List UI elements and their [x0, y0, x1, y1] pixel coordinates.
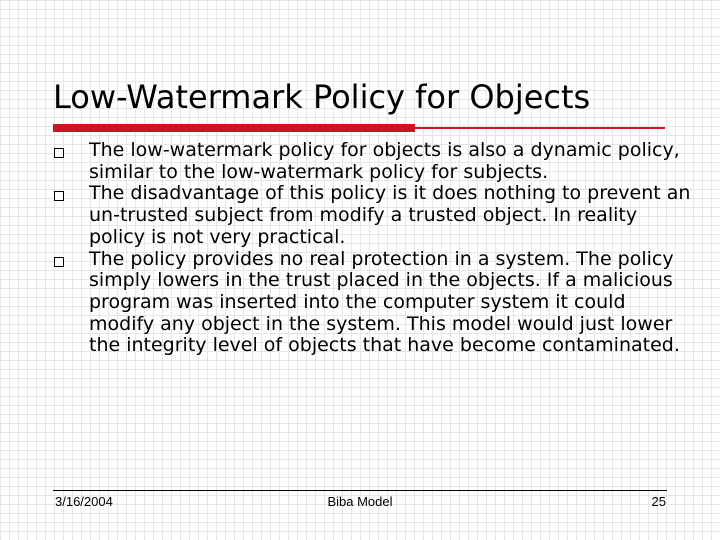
bullet-item [53, 183, 693, 248]
bullet-item [53, 140, 693, 183]
square-bullet-icon [54, 148, 64, 158]
footer-title: Biba Model [327, 494, 393, 509]
footer-divider [53, 490, 667, 491]
page-number: 25 [651, 494, 666, 509]
bullet-text: The policy provides no real protection in a system. The policy simply lowers in the trust placed in the objects. If a malicious program was inserted into the computer system it could modify any object in the system. This model would just lower the integrity level of objects that have become contaminated. [89, 247, 680, 357]
square-bullet-icon [54, 257, 64, 267]
title-underline-thick [53, 124, 415, 132]
slide-title: Low-Watermark Policy for Objects [53, 78, 591, 116]
bullet-text: The disadvantage of this policy is it does nothing to prevent an un-trusted subject from modify a trusted object. In reality policy is not very practical. [89, 182, 691, 248]
square-bullet-icon [54, 191, 64, 201]
bullet-item [53, 249, 693, 358]
title-underline-thin [415, 127, 665, 129]
bullet-text: The low-watermark policy for objects is also a dynamic policy, similar to the low-watermark policy for subjects. [89, 139, 680, 183]
footer-date: 3/16/2004 [55, 494, 113, 509]
bullet-list [53, 140, 693, 357]
